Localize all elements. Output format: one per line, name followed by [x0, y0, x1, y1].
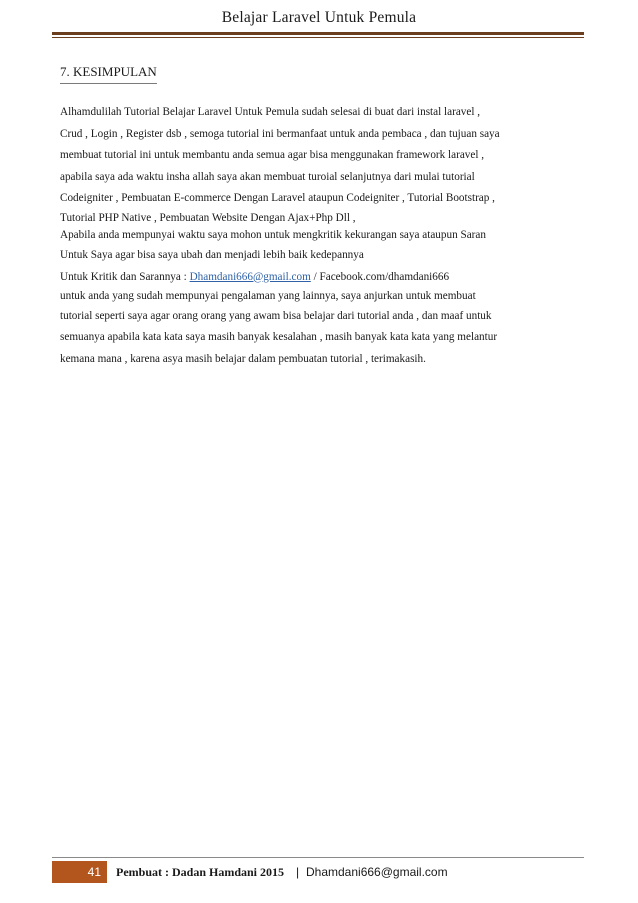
body-line: semuanya apabila kata kata saya masih banyak kesalahan , masih banyak kata kata yang melantur	[60, 331, 498, 344]
header-rule-thin	[52, 37, 584, 38]
body-line: Tutorial PHP Native , Pembuatan Website Dengan Ajax+Php Dll ,	[60, 211, 356, 224]
page-header	[0, 0, 638, 40]
page-footer	[52, 857, 584, 887]
section-heading: 7. KESIMPULAN	[60, 64, 157, 84]
body-line: Alhamdulilah Tutorial Belajar Laravel Untuk Pemula sudah selesai di buat dari instal laravel ,	[60, 106, 481, 118]
header-rule-thick	[52, 32, 584, 35]
footer-rule	[52, 857, 584, 858]
footer-author: Pembuat : Dadan Hamdani 2015	[116, 865, 285, 879]
contact-suffix: / Facebook.com/dhamdani666	[310, 270, 450, 283]
header-title: Belajar Laravel Untuk Pemula	[221, 9, 417, 26]
body-line: apabila saya ada waktu insha allah saya akan membuat turoial selanjutnya dari mulai tutorial	[60, 170, 475, 183]
body-text	[60, 102, 590, 370]
page-number-divider	[107, 861, 109, 883]
body-line: tutorial seperti saya agar orang orang yang awam bisa belajar dari tutorial anda , dan maaf untuk	[60, 309, 492, 322]
contact-line	[60, 267, 590, 289]
contact-email-link[interactable]: Dhamdani666@gmail.com	[189, 270, 311, 283]
body-line: Codeigniter , Pembuatan E-commerce Dengan Laravel ataupun Codeigniter , Tutorial Bootstrap ,	[60, 192, 495, 205]
footer-separator: |	[296, 865, 300, 879]
body-line: Crud , Login , Register dsb , semoga tutorial ini bermanfaat untuk anda pembaca , dan tujuan saya	[60, 127, 500, 140]
body-line: membuat tutorial ini untuk membantu anda semua agar bisa menggunakan framework laravel ,	[60, 149, 485, 162]
body-line: kemana mana , karena asya masih belajar dalam pembuatan tutorial , terimakasih.	[60, 352, 426, 365]
body-line: Apabila anda mempunyai waktu saya mohon untuk mengkritik kekurangan saya ataupun Saran	[60, 229, 486, 242]
body-line: Untuk Saya agar bisa saya ubah dan menjadi lebih baik kedepannya	[60, 248, 364, 261]
contact-prefix: Untuk Kritik dan Sarannya :	[60, 270, 190, 283]
body-line: untuk anda yang sudah mempunyai pengalaman yang lainnya, saya anjurkan untuk membuat	[60, 290, 476, 303]
page-number: 41	[52, 861, 107, 883]
footer-email: Dhamdani666@gmail.com	[306, 865, 448, 879]
